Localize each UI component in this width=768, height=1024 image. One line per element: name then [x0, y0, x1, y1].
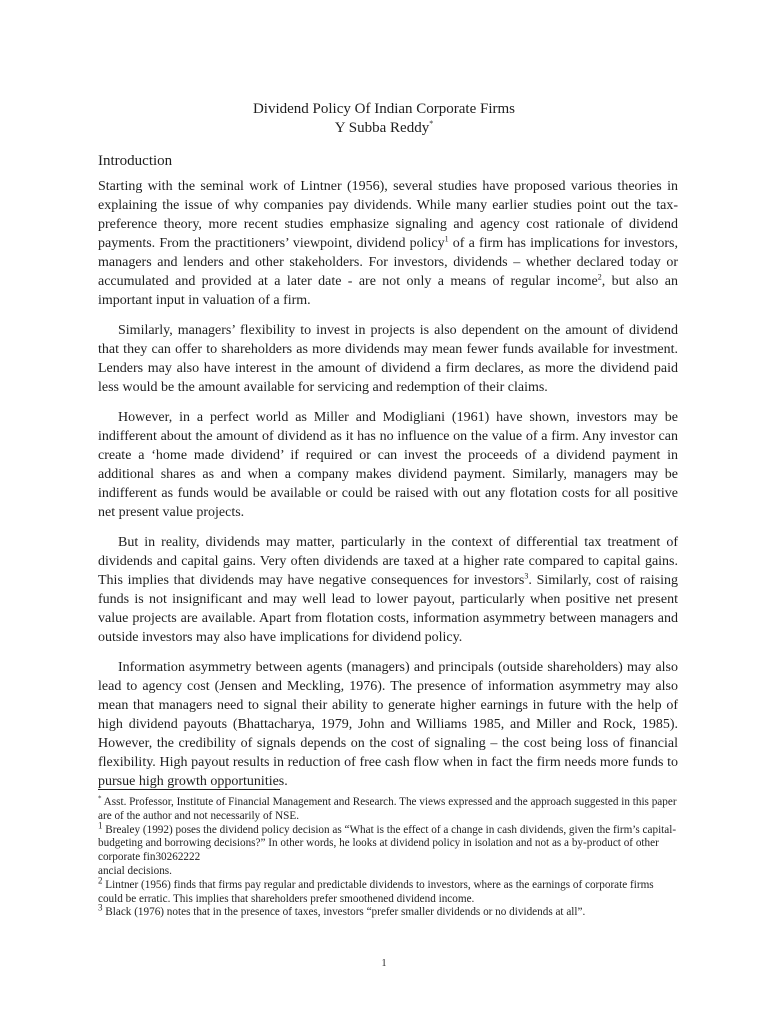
footnote-author: * Asst. Professor, Institute of Financial Management and Research. The views expressed and the approach suggested in this paper are of the author and not necessarily of NSE. — [98, 794, 677, 822]
paragraph-5: Information asymmetry between agents (managers) and principals (outside shareholders) may also lead to agency cost (Jensen and Meckling, 1976). The presence of information asymmetry may also mean that managers need to signal their ability to generate higher earnings in future with the help of high dividend payouts (Bhattacharya, 1979, John and Williams 1985, and Miller and Rock, 1985). However, the credibility of signals depends on the cost of signaling – the cost being loss of financial flexibility. High payout results in reduction of free cash flow when in fact the firm needs more funds to pursue high growth opportunities. — [98, 660, 678, 789]
paragraph-2: Similarly, managers’ flexibility to invest in projects is also dependent on the amount of dividend that they can offer to shareholders as more dividends may mean fewer funds available for investment. Lenders may also have interest in the amount of dividend a firm declares, as more the dividend paid less would be the amount available for servicing and redemption of their claims. — [98, 323, 678, 395]
paper-title: Dividend Policy Of Indian Corporate Firms — [252, 101, 516, 117]
page-number: 1 — [381, 958, 387, 969]
paragraph-3: However, in a perfect world as Miller and Modigliani (1961) have shown, investors may be indifferent about the amount of dividend as it has no influence on the value of a firm. Any investor can create a ‘home made dividend’ if required or can invest the proceeds of a dividend payment in additional shares as and when a company makes dividend payment. Similarly, managers may be indifferent as funds would be available or could be raised with out any flotation costs for all positive net present value projects. — [98, 410, 678, 520]
footnote-ref-3: 3 — [524, 571, 529, 581]
footnotes — [98, 796, 678, 920]
body-text — [98, 177, 678, 802]
section-heading: Introduction — [98, 153, 173, 169]
footnote-1: $^1$ Brealey (1992) poses the dividend policy decision as “What is the effect of a change in cash dividends, given the firm’s capital-budgeting and borrowing decisions?” In other words, he looks at dividend policy in isolation and not as a by-product of other corporate fin30262222 ancial decisions. — [98, 819, 677, 877]
paragraph-4: But in reality, dividends may matter, particularly in the context of differential tax treatment of dividends and capital gains. Very often dividends are taxed at a higher rate compared to capital gains. This implies that dividends may have negative consequences for investors$^3$. Similarly, cost of raising funds is not insignificant and may well lead to lower payout, particularly when positive net present value projects are available. Apart from flotation costs, information asymmetry between managers and outside investors may also have implications for dividend policy. — [98, 535, 678, 645]
footnote-divider — [98, 789, 280, 790]
footnote-2: $^2$ Lintner (1956) finds that firms pay regular and predictable dividends to investors, where as the earnings of corporate firms could be erratic. This implies that shareholders prefer smoothened dividend income. — [98, 875, 654, 905]
author-name: Y Subba Reddy — [334, 120, 430, 136]
footnote-ref-1: 1 — [444, 234, 449, 244]
footnote-ref-2: 2 — [597, 272, 602, 282]
author-footnote-mark: * — [429, 119, 434, 128]
author-line — [0, 118, 768, 138]
footnote-3: $^3$ Black (1976) notes that in the presence of taxes, investors “prefer smaller dividends or no dividends at all”. — [98, 902, 586, 919]
paragraph-1: Starting with the seminal work of Lintner (1956), several studies have proposed various theories in explaining the issue of why companies pay dividends. While many earlier studies point out the tax-preference theory, more recent studies emphasize signaling and agency cost rationale of dividend payments. From the practitioners’ viewpoint, dividend policy$^1$ of a firm has implications for investors, managers and lenders and other stakeholders. For investors, dividends – whether declared today or accumulated and provided at a later date - are not only a means of regular income$^2$, but also an important input in valuation of a firm. — [98, 179, 679, 308]
